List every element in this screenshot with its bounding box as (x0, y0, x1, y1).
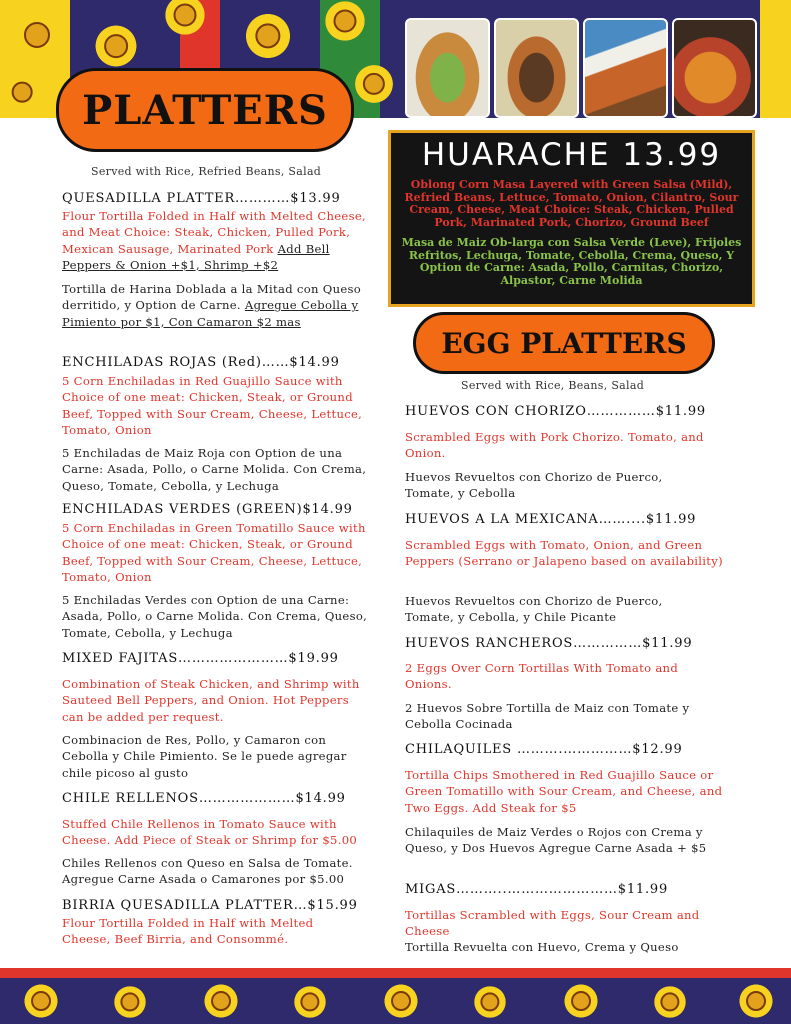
fajitas-photo (494, 18, 579, 118)
menu-item-description-es: Huevos Revueltos con Chorizo de Puerco, Tomate, y Cebolla (405, 470, 663, 501)
menu-item-name: QUESADILLA PLATTER…………$13.99 (62, 191, 341, 206)
flower-ornament (90, 20, 142, 72)
menu-item-description-es: Huevos Revueltos con Chorizo de Puerco, Tomate, y Cebolla, y Chile Picante (405, 594, 663, 625)
menu-item-description-es: Combinacion de Res, Pollo, y Camaron con Cebolla y Chile Pimiento. Se le puede agregar chile picoso al gusto (62, 733, 347, 780)
menu-item-description-es: Chilaquiles de Maiz Verdes o Rojos con Crema y Queso, y Dos Huevos Agregue Carne Asada + $5 (405, 825, 707, 856)
flower-ornament (8, 6, 66, 64)
menu-item-name: MIGAS………..……………………$11.99 (405, 882, 669, 897)
birria-photo (672, 18, 757, 118)
flower-ornament (240, 8, 296, 64)
menu-item-description-en: 5 Corn Enchiladas in Green Tomatillo Sauce with Choice of one meat: Chicken, Steak, or Ground Beef, Topped with Sour Cream, Cheese, Lettuce, Tomato, Onion (62, 521, 366, 584)
flower-ornament (470, 982, 510, 1022)
food-photos (405, 18, 757, 118)
huarache-description-es: Masa de Maiz Ob-larga con Salsa Verde (Leve), Frijoles Refritos, Lechuga, Tomate, Cebolla, Crema, Queso, Y Option de Carne: Asada, Pollo, Carnitas, Chorizo, Alpastor, Carne Molida (401, 236, 742, 287)
menu-item-description-es: Chiles Rellenos con Queso en Salsa de Tomate. Agregue Carne Asada o Camarones por $5.00 (62, 856, 353, 887)
menu-item-description-es: 5 Enchiladas de Maiz Roja con Option de una Carne: Asada, Pollo, o Carne Molida. Con Crema, Queso, Tomate, Cebolla, y Lechuga (62, 446, 367, 493)
flower-ornament (735, 980, 777, 1022)
huarache-title: HUARACHE 13.99 (421, 137, 722, 173)
menu-item-name: HUEVOS A LA MEXICANA……....$11.99 (405, 512, 697, 527)
menu-item-name: CHILE RELLENOS…………………$14.99 (62, 791, 346, 806)
menu-item-description-es: 2 Huevos Sobre Tortilla de Maiz con Tomate y Cebolla Cocinada (405, 701, 690, 732)
egg-platters-banner-label: EGG PLATTERS (441, 326, 687, 360)
egg-platters-banner (413, 312, 715, 374)
menu-item-description-en: Stuffed Chile Rellenos in Tomato Sauce with Cheese. Add Piece of Steak or Shrimp for $5.00 (62, 817, 358, 848)
menu-item-addon-es: Agregue Cebolla y Pimiento por $1, Con Camaron $2 mas (62, 298, 359, 329)
menu-item-name: ENCHILADAS VERDES (GREEN)$14.99 (62, 502, 353, 517)
menu-item-description-en: Flour Tortilla Folded in Half with Melted Cheese, Beef Birria, and Consommé. (62, 916, 314, 947)
flower-ornament (380, 980, 422, 1022)
menu-item-description-es: Tortilla Revuelta con Huevo, Crema y Queso (405, 940, 679, 954)
flower-ornament (290, 982, 330, 1022)
menu-item-description-en: Tortilla Chips Smothered in Red Guajillo Sauce or Green Tomatillo with Sour Cream, and Cheese, and Two Eggs. Add Steak for $5 (405, 768, 723, 815)
flower-ornament (0, 70, 44, 114)
restaurant-photo (583, 18, 668, 118)
flower-ornament (560, 980, 602, 1022)
menu-item-description-en: Flour Tortilla Folded in Half with Melted Cheese, and Meat Choice: Steak, Chicken, Pulled Pork, Mexican Sausage, Marinated Pork Add Bell Peppers & Onion +$1, Shrimp +$2 (62, 209, 366, 272)
flower-ornament (20, 980, 62, 1022)
flower-ornament (650, 982, 690, 1022)
flower-ornament (110, 982, 150, 1022)
menu-item-description-en: Scrambled Eggs with Pork Chorizo. Tomato, and Onion. (405, 430, 704, 461)
menu-item-name: MIXED FAJITAS……………………$19.99 (62, 651, 339, 666)
huarache-description-en: Oblong Corn Masa Layered with Green Salsa (Mild), Refried Beans, Lettuce, Tomato, Onion, Cilantro, Sour Cream, Cheese, Meat Choice: Steak, Chicken, Pulled Pork, Marinated Pork, Chorizo, Ground Beef (404, 178, 739, 229)
bottom-decorative-border (0, 968, 791, 1024)
platters-banner (56, 68, 354, 152)
menu-item-addon-en: Add Bell Peppers & Onion +$1, Shrimp +$2 (62, 241, 330, 272)
menu-item-description-en: 2 Eggs Over Corn Tortillas With Tomato and Onions. (405, 661, 679, 692)
menu-item-name: CHILAQUILES ……….……………$12.99 (405, 742, 683, 757)
menu-item-name: HUEVOS RANCHEROS……………$11.99 (405, 636, 693, 651)
menu-item-description-en: Combination of Steak Chicken, and Shrimp with Sauteed Bell Peppers, and Onion. Hot Peppers can be added per request. (62, 677, 360, 724)
platters-served-with: Served with Rice, Refried Beans, Salad (91, 165, 322, 178)
egg-served-with: Served with Rice, Beans, Salad (461, 379, 645, 392)
menu-item-description-en: Tortillas Scrambled with Eggs, Sour Cream and Cheese (405, 908, 700, 939)
menu-item-name: ENCHILADAS ROJAS (Red)……$14.99 (62, 355, 340, 370)
menu-item-description-en: Scrambled Eggs with Tomato, Onion, and Green Peppers (Serrano or Jalapeno based on availability) (405, 538, 723, 569)
huarache-feature-box (388, 130, 755, 307)
menu-item-name: BIRRIA QUESADILLA PLATTER…$15.99 (62, 898, 358, 913)
flower-ornament (200, 980, 242, 1022)
menu-item-description-es: Tortilla de Harina Doblada a la Mitad con Queso derritido, y Option de Carne. Agregue Cebolla y Pimiento por $1, Con Camaron $2 mas (62, 282, 362, 329)
menu-item-name: HUEVOS CON CHORIZO……………$11.99 (405, 404, 706, 419)
platters-banner-label: PLATTERS (82, 86, 328, 134)
huarache-photo (405, 18, 490, 118)
flower-ornament (350, 60, 398, 108)
menu-item-description-es: 5 Enchiladas Verdes con Option de una Carne: Asada, Pollo, o Carne Molida. Con Crema, Queso, Tomate, Cebolla, y Lechuga (62, 593, 368, 640)
menu-item-description-en: 5 Corn Enchiladas in Red Guajillo Sauce with Choice of one meat: Chicken, Steak, or Ground Beef, Topped with Sour Cream, Cheese, Lettuce, Tomato, Onion (62, 374, 363, 437)
